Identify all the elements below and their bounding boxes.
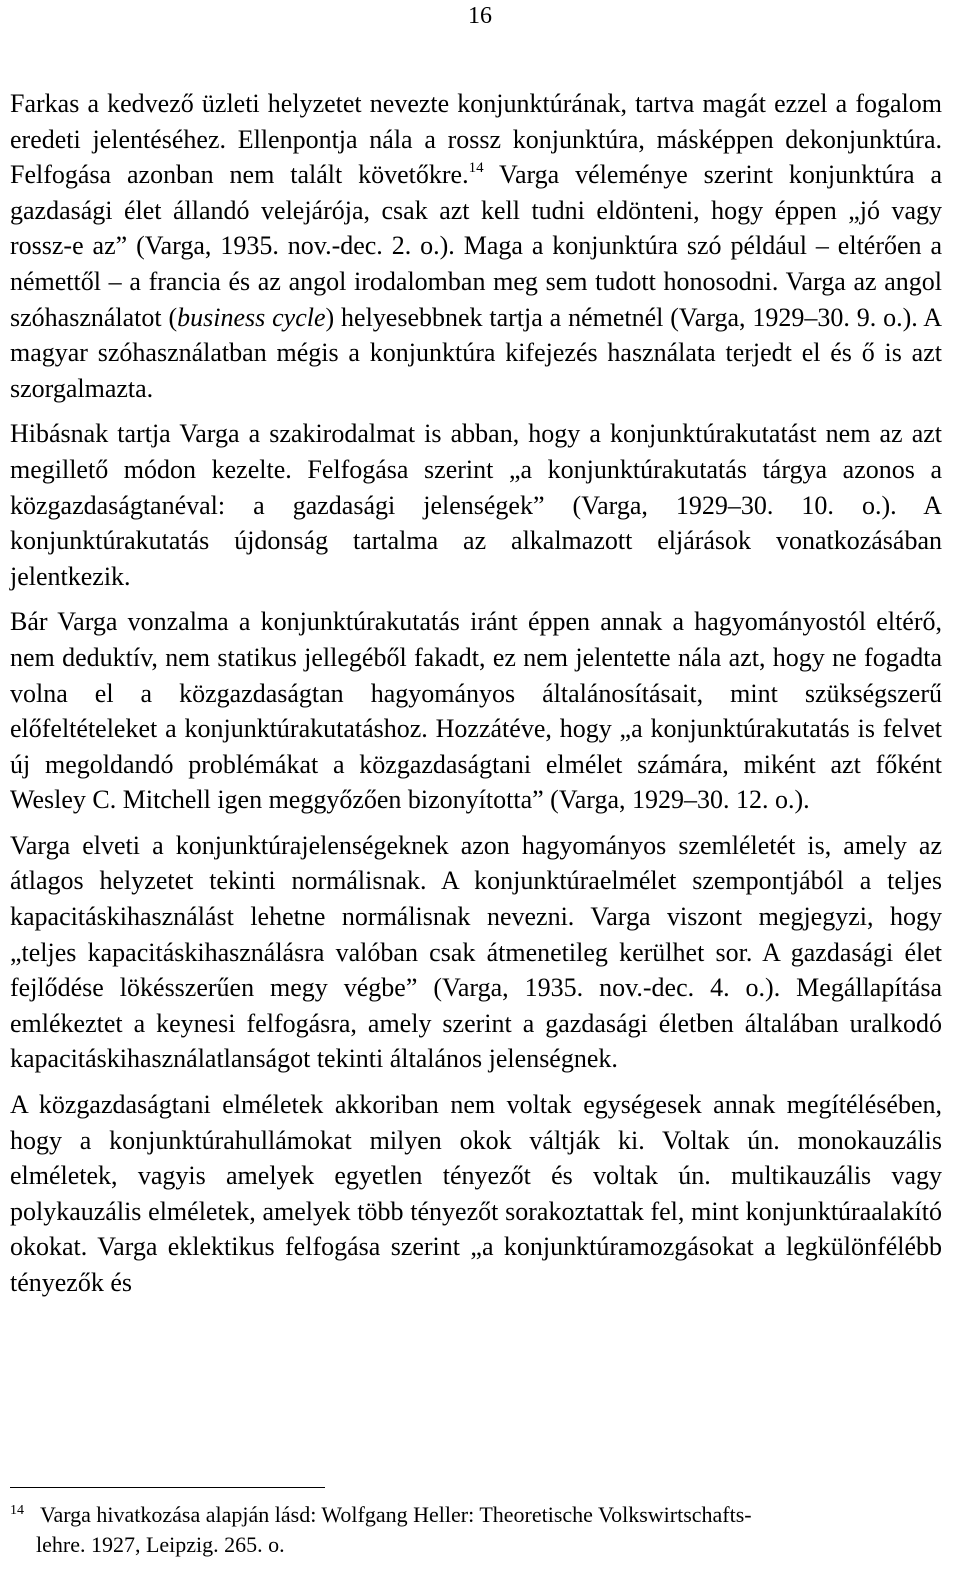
footnote-line-1: Varga hivatkozása alapján lásd: Wolfgang Heller: Theoretische Volkswirtschafts- (40, 1502, 752, 1527)
paragraph-4: Varga elveti a konjunktúrajelenségeknek azon hagyományos szemléletét is, amely az átlagos helyzetet tekinti normálisnak. A konjunktúraelmélet szempontjából a teljes kapacitáskihasználást lehetne normálisnak nevezni. Varga viszont megjegyzi, hogy „teljes kapacitáskihasználásra valóban csak átmenetileg kerülhet sor. A gazdasági élet fejlődése lökésszerűen megy végbe” (Varga, 1935. nov.-dec. 4. o.). Megállapítása emlékeztet a keynesi felfogásra, amely szerint a gazdasági életben általában uralkodó kapacitáskihasználatlanságot tekinti általános jelenségnek. (10, 830, 942, 1074)
paragraph-1-text-c: ) helyesebbnek tartja a németnél (Varga, 1929–30. 9. o.). A magyar szóhasználatban mégis a konjunktúra kifejezés használata terjedt el és ő is azt szorgalmazta. (10, 302, 942, 403)
paragraph-1 (10, 86, 942, 406)
paragraph-1-text-b: Varga véleménye szerint konjunktúra a gazdasági élet állandó velejárója, csak azt kell tudni eldönteni, hogy éppen „jó vagy rossz-e az” (Varga, 1935. nov.-dec. 2. o.). Maga a konjunktúra szó például – eltérően a némettől – a francia és az angol irodalomban meg sem tudott honosodni. Varga az angol szóhasználatot ( (10, 160, 942, 332)
paragraph-1-italic-term: business cycle (177, 302, 326, 332)
paragraph-5: A közgazdaságtani elméletek akkoriban nem voltak egységesek annak megítélésében, hogy a konjunktúrahullámokat milyen okok váltják ki. Voltak ún. monokauzális elméletek, vagyis amelyek egyetlen tényezőt és voltak ún. multikauzális vagy polykauzális elméletek, amelyek több tényezőt sorakoztattak fel, mint konjunktúraalakító okokat. Varga eklektikus felfogása szerint „a konjunktúramozgásokat a legkülönfélébb tényezők és (10, 1090, 942, 1297)
paragraph-3: Bár Varga vonzalma a konjunktúrakutatás iránt éppen annak a hagyományostól eltérő, nem deduktív, nem statikus jellegéből fakadt, ez nem jelentette nála azt, hogy ne fogadta volna el a közgazdaságtan hagyományos általánosításait, mint szükségszerű előfeltételeket a konjunktúrakutatáshoz. Hozzátéve, hogy „a konjunktúrakutatás is felvet új megoldandó problémákat a közgazdaságtani elmélet számára, miként azt főként Wesley C. Mitchell igen meggyőzően bizonyította” (Varga, 1929–30. 12. o.). (10, 607, 942, 815)
footnote-line-2: lehre. 1927, Leipzig. 265. o. (36, 1532, 285, 1557)
footnote-reference[interactable]: 14 (468, 159, 484, 176)
footnote-mark: 14 (10, 1502, 24, 1518)
footnote-divider (10, 1487, 325, 1488)
footnote (10, 1500, 942, 1560)
page-number: 16 (468, 3, 492, 29)
body-text (10, 86, 942, 1311)
paragraph-2: Hibásnak tartja Varga a szakirodalmat is abban, hogy a konjunktúrakutatást nem az azt megillető módon kezelte. Felfogása szerint „a konjunktúrakutatás tárgya azonos a közgazdaságtanéval: a gazdasági jelenségek” (Varga, 1929–30. 10. o.). A konjunktúrakutatás újdonság tartalma az alkalmazott eljárások vonatkozásában jelentkezik. (10, 419, 942, 591)
paragraph-1-text-a: Farkas a kedvező üzleti helyzetet nevezte konjunktúrának, tartva magát ezzel a fogalom eredeti jelentéséhez. Ellenpontja nála a rossz konjunktúra, másképpen dekonjunktúra. Felfogása azonban nem talált követőkre. (10, 89, 942, 190)
